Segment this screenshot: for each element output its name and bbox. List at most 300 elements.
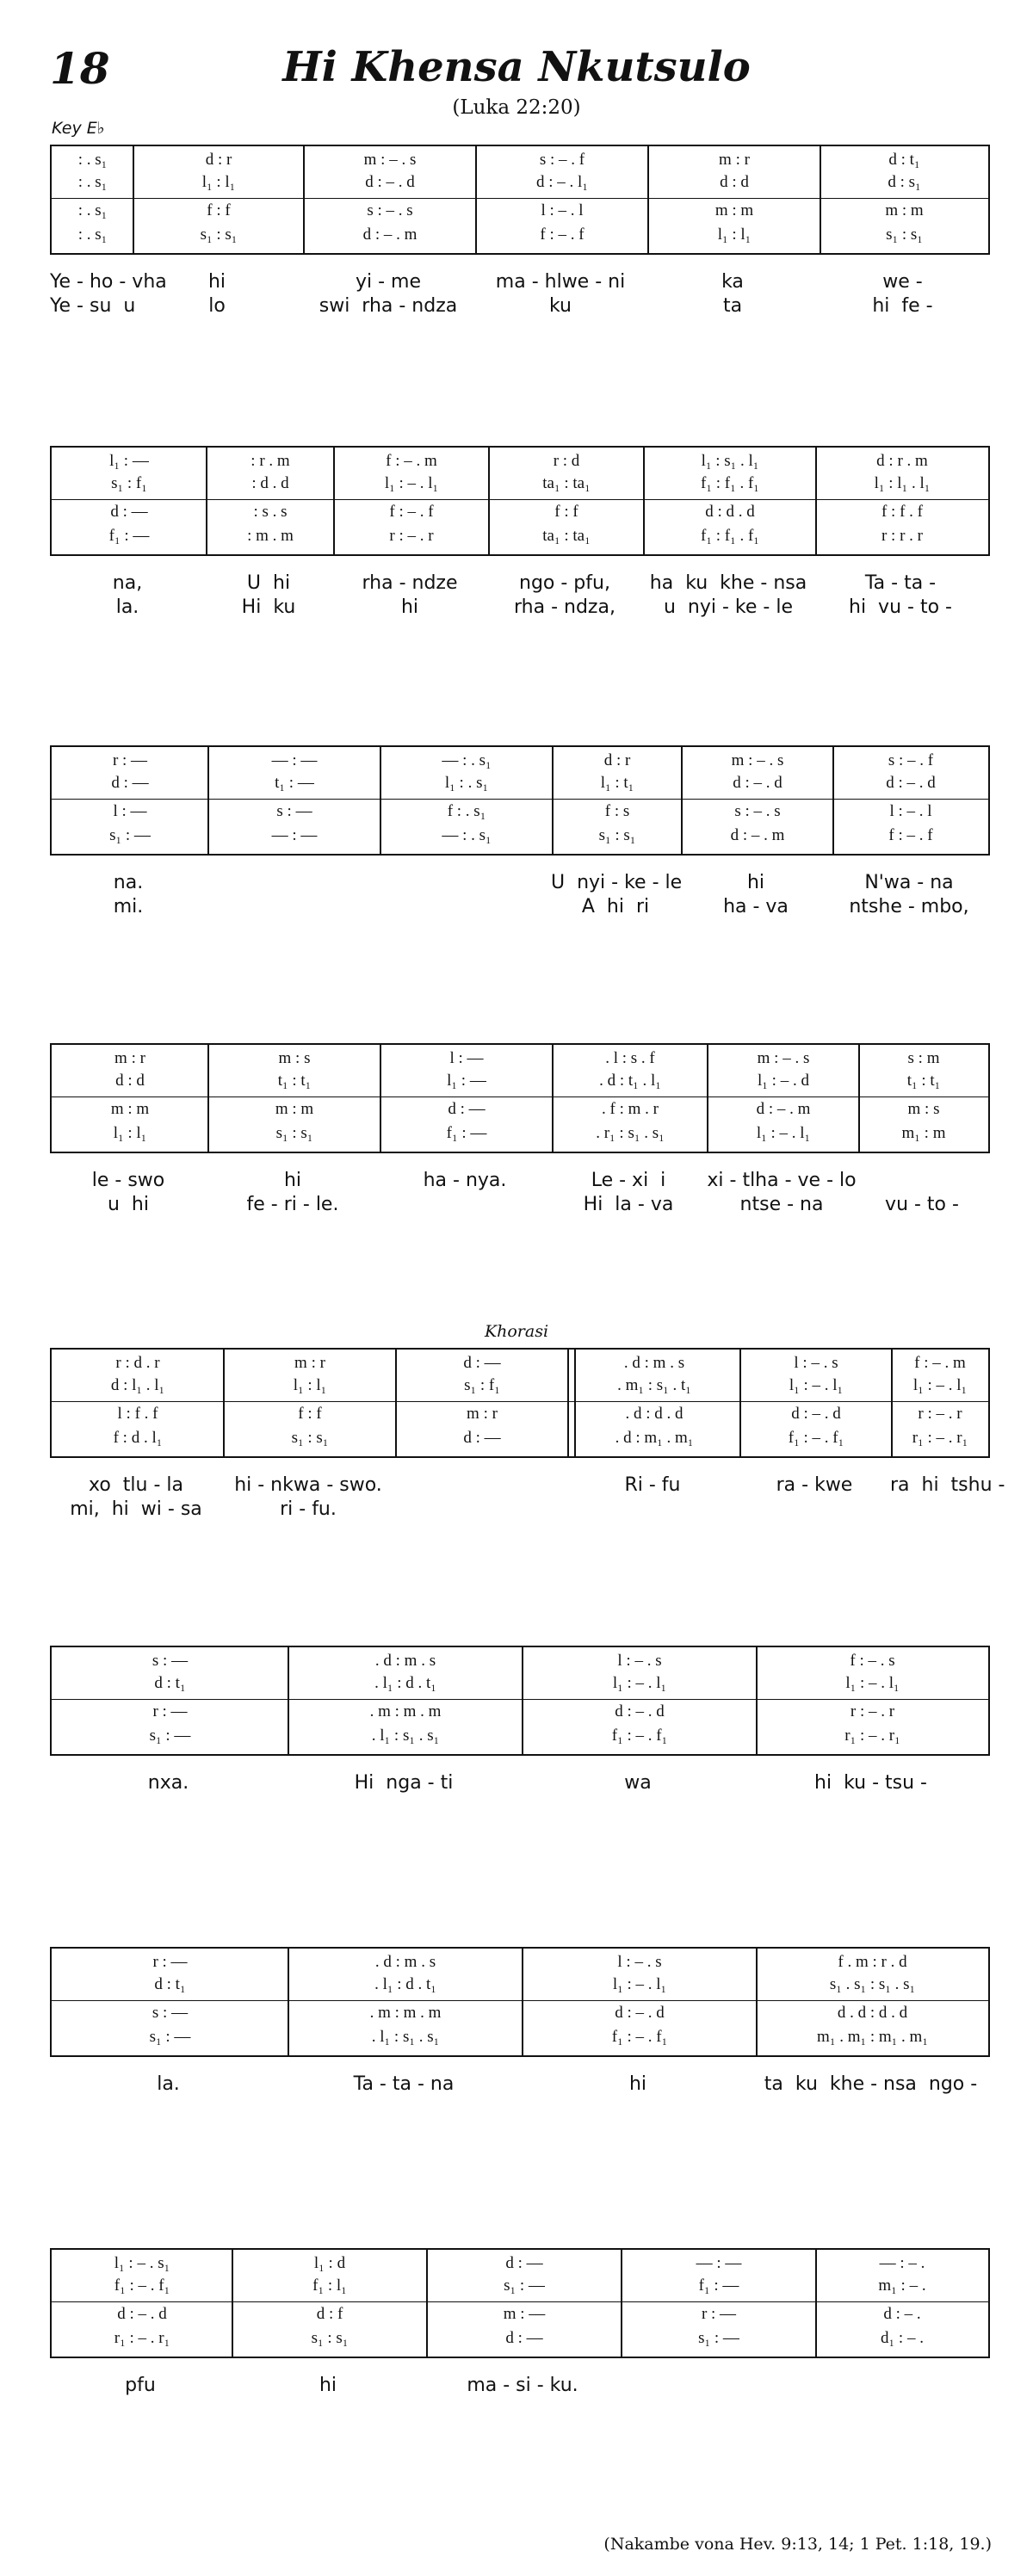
lyric-syllables: yi - me: [355, 271, 422, 293]
staff-divider: [52, 198, 988, 199]
note-cell: d : r: [603, 751, 631, 769]
note-cell: d : —: [448, 1100, 486, 1118]
lyrics: [50, 1473, 1005, 1522]
lyric-syllables: ma - si - ku.: [467, 2375, 578, 2396]
note-cell: m : —: [503, 2305, 546, 2323]
note-cell: f : f: [298, 1405, 322, 1423]
note-cell: m : s: [278, 1049, 311, 1067]
note-cell: . m : m . m: [369, 1702, 442, 1720]
note-cell: d : —: [463, 1429, 501, 1447]
voice-row: [52, 1951, 988, 1975]
voice-row: [52, 2327, 988, 2351]
voice-row: [52, 2303, 988, 2327]
lyric-syllables: hi: [207, 271, 226, 293]
note-cell: s₁ : —: [149, 2028, 191, 2046]
note-cell: f : f: [207, 201, 231, 219]
note-cell: m₁ : m: [901, 1124, 946, 1142]
note-cell: m : r: [294, 1354, 325, 1372]
music-system: [50, 2248, 988, 2398]
voice-row: [52, 525, 988, 549]
note-cell: r : – . r: [918, 1405, 962, 1423]
note-cell: l₁ : – . l₁: [384, 474, 439, 492]
lyric-line: [50, 1193, 987, 1217]
note-cell: m : m: [714, 201, 754, 219]
staff-divider: [52, 2000, 988, 2001]
note-cell: s₁ : s₁: [275, 1124, 313, 1142]
note-cell: l : – . s: [794, 1354, 838, 1372]
lyric-line: [50, 1473, 1005, 1498]
lyric-syllables: [739, 1498, 890, 1522]
voice-row: [52, 2002, 988, 2026]
note-cell: l₁ : d: [313, 2254, 346, 2272]
note-cell: l : – . l: [541, 201, 584, 219]
voice-row: [52, 1122, 988, 1146]
note-cell: d : —: [110, 503, 148, 521]
note-cell: f : s: [604, 802, 630, 820]
note-cell: . l₁ : s₁ . s₁: [371, 2028, 440, 2046]
note-cell: f : – . m: [386, 452, 437, 470]
staff: [50, 1348, 990, 1458]
lyric-syllables: u nyi - ke - le: [664, 596, 793, 618]
note-cell: — : —: [696, 2254, 742, 2272]
note-cell: . l₁ : s₁ . s₁: [371, 1727, 440, 1745]
note-cell: . d : m . s: [374, 1652, 436, 1670]
note-cell: f : – . m: [914, 1354, 966, 1372]
music-system: [50, 745, 988, 919]
staff: [50, 2248, 990, 2358]
lyric-syllables: na.: [113, 872, 144, 893]
note-cell: s₁ : s₁: [598, 826, 636, 844]
voice-row: [52, 450, 988, 474]
note-cell: d : – . d: [615, 2004, 665, 2022]
lyric-syllables: ta ku khe - nsa ngo -: [764, 2073, 978, 2095]
lyric-syllables: Ta - ta - na: [353, 2073, 455, 2095]
voice-row: [52, 149, 988, 173]
note-cell: — : . s₁: [442, 826, 492, 844]
note-cell: l : – . s: [617, 1652, 662, 1670]
note-cell: f₁ : – . f₁: [611, 1727, 668, 1745]
note-cell: l₁ : —: [447, 1072, 486, 1090]
note-cell: f₁ : —: [446, 1124, 487, 1142]
note-cell: — : —: [271, 826, 318, 844]
note-cell: l₁ : . s₁: [444, 774, 489, 792]
staff: [50, 745, 990, 856]
staff: [50, 446, 990, 556]
lyric-syllables: we -: [882, 271, 923, 293]
lyric-syllables: pfu: [125, 2375, 156, 2396]
note-cell: s : —: [152, 2004, 189, 2022]
note-cell: l : —: [449, 1049, 484, 1067]
note-cell: — : . s₁: [442, 751, 492, 769]
note-cell: d : – . d: [791, 1405, 841, 1423]
lyric-syllables: Hi nga - ti: [354, 1772, 454, 1794]
note-cell: s : – . s: [367, 201, 413, 219]
note-cell: : . s₁: [77, 173, 108, 191]
note-cell: d : l₁ . l₁: [110, 1376, 165, 1394]
note-cell: l₁ : – . l₁: [789, 1376, 844, 1394]
lyric-syllables: Le - xi i: [591, 1170, 666, 1191]
note-cell: l₁ : – . l₁: [845, 1674, 900, 1692]
lyric-syllables: hi: [400, 596, 419, 618]
lyric-syllables: xi - tlha - ve - lo: [707, 1170, 857, 1191]
lyric-syllables: fe - ri - le.: [246, 1194, 339, 1215]
note-cell: f : – . s: [850, 1652, 895, 1670]
voice-row: [52, 750, 988, 774]
lyric-syllables: [566, 1498, 739, 1522]
lyric-syllables: hi: [746, 872, 765, 893]
note-cell: . f : m . r: [602, 1100, 659, 1118]
note-cell: : d . d: [251, 474, 289, 492]
note-cell: m : – . s: [363, 151, 417, 169]
staff: [50, 1043, 990, 1153]
lyric-line: [50, 2073, 987, 2097]
note-cell: f . m : r . d: [838, 1953, 907, 1971]
note-cell: d : —: [111, 774, 149, 792]
note-cell: f : d . l₁: [113, 1429, 163, 1447]
scripture-reference: (Luka 22:20): [452, 96, 581, 119]
note-cell: r : – . r: [850, 1702, 895, 1720]
note-cell: ta₁ : ta₁: [542, 474, 591, 492]
note-cell: l : f . f: [117, 1405, 158, 1423]
note-cell: d : r: [205, 151, 232, 169]
lyric-syllables: ha - va: [723, 896, 789, 917]
lyric-syllables: ku: [548, 295, 572, 317]
note-cell: d : r . m: [876, 452, 928, 470]
note-cell: m : – . s: [731, 751, 784, 769]
note-cell: d : —: [505, 2329, 543, 2347]
note-cell: r₁ : – . r₁: [844, 1727, 900, 1745]
note-cell: ta₁ : ta₁: [542, 527, 591, 545]
note-cell: d : – . d: [117, 2305, 167, 2323]
note-cell: d : – . m: [362, 225, 418, 244]
note-cell: m : m: [885, 201, 924, 219]
note-cell: f₁ : —: [698, 2276, 739, 2295]
lyric-syllables: U hi: [246, 572, 291, 594]
note-cell: m : – . s: [757, 1049, 810, 1067]
voice-row: [52, 1070, 988, 1094]
note-cell: d₁ : – .: [881, 2329, 924, 2347]
note-cell: l₁ : l₁ . l₁: [874, 474, 931, 492]
lyrics: [50, 571, 988, 620]
lyric-line: [50, 895, 987, 919]
note-cell: . d : m . s: [623, 1354, 685, 1372]
note-cell: l₁ : – . l₁: [612, 1975, 667, 1993]
note-cell: s : —: [152, 1652, 189, 1670]
note-cell: m : m: [275, 1100, 314, 1118]
note-cell: : s . s: [253, 503, 288, 521]
lyric-syllables: swi rha - ndza: [319, 295, 458, 317]
note-cell: : . s₁: [77, 225, 108, 244]
music-system: [50, 1043, 988, 1217]
lyric-syllables: le - swo: [91, 1170, 165, 1191]
note-cell: d : —: [505, 2254, 543, 2272]
staff-divider: [52, 1096, 988, 1097]
lyric-line: [50, 294, 987, 318]
lyric-syllables: Ye - ho - vha: [50, 271, 167, 293]
music-system: [50, 1646, 988, 1795]
voice-row: [52, 2026, 988, 2050]
note-cell: f : – . f: [389, 503, 434, 521]
lyric-syllables: na,: [112, 572, 143, 594]
lyric-syllables: [207, 895, 379, 919]
music-system: [50, 1947, 988, 2097]
note-cell: m : r: [114, 1049, 145, 1067]
lyric-syllables: [379, 895, 551, 919]
lyric-syllables: rha - ndza,: [514, 596, 615, 618]
lyric-syllables: [379, 1193, 551, 1217]
note-cell: d : – . d: [615, 1702, 665, 1720]
note-cell: d : t₁: [888, 151, 920, 169]
note-cell: . r₁ : s₁ . s₁: [596, 1124, 665, 1142]
voice-row: [52, 224, 988, 248]
voice-row: [52, 1098, 988, 1122]
lyric-syllables: Hi la - va: [583, 1194, 674, 1215]
staff-divider: [52, 799, 988, 800]
note-cell: m₁ : – .: [878, 2276, 926, 2295]
note-cell: f₁ : l₁: [312, 2276, 347, 2295]
note-cell: d : d: [115, 1072, 145, 1090]
note-cell: s₁ : s₁: [886, 225, 923, 244]
staff: [50, 1646, 990, 1756]
note-cell: l : —: [113, 802, 147, 820]
lyric-syllables: [620, 2374, 814, 2398]
lyrics: [50, 270, 988, 318]
voice-row: [52, 772, 988, 796]
note-cell: s₁ : s₁: [311, 2329, 349, 2347]
staff: [50, 1947, 990, 2057]
lyric-line: [50, 1169, 987, 1193]
lyric-line: [50, 270, 987, 294]
note-cell: d : – . l₁: [536, 173, 588, 191]
lyric-syllables: [394, 1473, 566, 1498]
lyric-syllables: nxa.: [147, 1772, 189, 1794]
voice-row: [52, 825, 988, 849]
note-cell: l₁ : l₁: [717, 225, 752, 244]
lyrics: [50, 1771, 988, 1795]
note-cell: d : —: [463, 1354, 501, 1372]
note-cell: l₁ : – . s₁: [114, 2254, 170, 2272]
hymn-number: 18: [50, 43, 110, 94]
voice-row: [52, 2275, 988, 2299]
voice-row: [52, 1650, 988, 1674]
staff: [50, 145, 990, 255]
lyric-syllables: ma - hlwe - ni: [495, 271, 626, 293]
note-cell: l₁ : – . l₁: [612, 1674, 667, 1692]
lyric-line: [50, 1771, 987, 1795]
chorus-label: Khorasi: [484, 1322, 549, 1341]
lyric-syllables: [857, 1169, 987, 1193]
note-cell: f₁ : – . f₁: [611, 2028, 668, 2046]
note-cell: . d : t₁ . l₁: [599, 1072, 661, 1090]
lyric-syllables: u hi: [108, 1194, 149, 1215]
note-cell: f₁ : – . f₁: [114, 2276, 170, 2295]
note-cell: d : s₁: [888, 173, 921, 191]
note-cell: t₁ : —: [275, 774, 314, 792]
lyric-syllables: ka: [721, 271, 744, 293]
note-cell: l : – . s: [617, 1953, 662, 1971]
voice-row: [52, 200, 988, 224]
note-cell: r : d: [553, 452, 580, 470]
voice-row: [52, 800, 988, 825]
lyric-syllables: ta: [722, 295, 743, 317]
note-cell: — : —: [271, 751, 318, 769]
note-cell: l₁ : l₁: [113, 1124, 147, 1142]
note-cell: r : —: [112, 751, 148, 769]
music-system: [50, 1348, 1005, 1522]
lyric-syllables: hi: [628, 2073, 647, 2095]
lyric-syllables: hi ku - tsu -: [814, 1772, 927, 1794]
lyric-syllables: mi, hi wi - sa: [70, 1498, 202, 1520]
note-cell: f : f: [554, 503, 578, 521]
lyric-syllables: U nyi - ke - le: [551, 872, 683, 893]
staff-divider: [52, 499, 988, 500]
voice-row: [52, 1374, 988, 1399]
note-cell: f : . s₁: [447, 802, 486, 820]
lyric-syllables: ri - fu.: [280, 1498, 337, 1520]
lyric-syllables: mi.: [113, 896, 144, 917]
lyric-syllables: [890, 1498, 987, 1522]
voice-row: [52, 1701, 988, 1725]
note-cell: l₁ : – . d: [758, 1072, 809, 1090]
note-cell: l₁ : —: [109, 452, 149, 470]
note-cell: d : – . d: [365, 173, 415, 191]
voice-row: [52, 1047, 988, 1072]
lyric-line: [50, 2374, 987, 2398]
footer-reference: (Nakambe vona Hev. 9:13, 14; 1 Pet. 1:18, 19.): [603, 2535, 992, 2554]
note-cell: r : r . r: [881, 527, 923, 545]
note-cell: l₁ : s₁ . l₁: [701, 452, 759, 470]
lyric-syllables: ha ku khe - nsa: [649, 572, 807, 594]
lyric-syllables: Hi ku: [241, 596, 296, 618]
voice-row: [52, 473, 988, 497]
lyric-syllables: Ye - su u: [50, 295, 136, 317]
note-cell: r : d . r: [115, 1354, 160, 1372]
note-cell: s₁ : f₁: [464, 1376, 500, 1394]
voice-row: [52, 1725, 988, 1749]
note-cell: r₁ : – . r₁: [114, 2329, 170, 2347]
lyric-line: [50, 1498, 987, 1522]
lyrics: [50, 2374, 988, 2398]
lyric-line: [50, 571, 987, 596]
note-cell: : r . m: [251, 452, 290, 470]
note-cell: d : – . d: [733, 774, 782, 792]
note-cell: s₁ : s₁: [200, 225, 238, 244]
note-cell: f₁ : f₁ . f₁: [701, 474, 759, 492]
note-cell: s₁ : —: [698, 2329, 739, 2347]
note-cell: f₁ : f₁ . f₁: [701, 527, 759, 545]
lyric-syllables: rha - ndze: [362, 572, 458, 594]
voice-row: [52, 1403, 988, 1427]
note-cell: d . d : d . d: [837, 2004, 908, 2022]
note-cell: f₁ : —: [108, 527, 150, 545]
lyric-syllables: hi: [319, 2375, 337, 2396]
staff-divider: [52, 2301, 988, 2302]
voice-row: [52, 1352, 988, 1376]
note-cell: . d : d . d: [625, 1405, 684, 1423]
note-cell: : . s₁: [77, 151, 108, 169]
lyrics: [50, 1169, 988, 1217]
lyric-line: [50, 596, 987, 620]
note-cell: d : t₁: [154, 1975, 186, 1993]
note-cell: s : m: [907, 1049, 940, 1067]
note-cell: s₁ : —: [109, 826, 151, 844]
note-cell: m₁ . m₁ : m₁ . m₁: [817, 2028, 928, 2046]
lyric-syllables: [207, 871, 379, 895]
note-cell: s₁ : —: [504, 2276, 545, 2295]
lyric-syllables: hi fe -: [872, 295, 933, 317]
lyric-syllables: [814, 2374, 987, 2398]
lyric-syllables: hi vu - to -: [849, 596, 952, 618]
lyric-syllables: xo tlu - la: [89, 1474, 183, 1496]
note-cell: d : – . m: [730, 826, 785, 844]
lyric-syllables: N'wa - na: [864, 872, 954, 893]
note-cell: m : m: [110, 1100, 150, 1118]
note-cell: s : —: [276, 802, 312, 820]
lyric-syllables: hi - nkwa - swo.: [234, 1474, 382, 1496]
note-cell: r : – . r: [389, 527, 434, 545]
note-cell: f₁ : – . f₁: [788, 1429, 844, 1447]
note-cell: f : f . f: [881, 503, 923, 521]
note-cell: . m₁ : s₁ . t₁: [617, 1376, 691, 1394]
voice-row: [52, 171, 988, 195]
note-cell: t₁ : t₁: [277, 1072, 312, 1090]
note-cell: l₁ : l₁: [201, 173, 236, 191]
note-cell: s : – . f: [888, 751, 934, 769]
note-cell: r : —: [701, 2305, 737, 2323]
lyric-syllables: lo: [208, 295, 226, 317]
note-cell: d : d . d: [705, 503, 755, 521]
note-cell: s₁ : —: [149, 1727, 191, 1745]
note-cell: d : d: [720, 173, 749, 191]
note-cell: l : – . l: [889, 802, 932, 820]
lyric-syllables: [379, 871, 551, 895]
note-cell: s₁ . s₁ : s₁ . s₁: [829, 1975, 916, 1993]
staff-divider: [52, 1401, 988, 1402]
note-cell: s : – . s: [734, 802, 781, 820]
lyrics: [50, 871, 988, 919]
lyric-syllables: Ta - ta -: [864, 572, 937, 594]
lyric-line: [50, 871, 987, 895]
note-cell: f : – . f: [888, 826, 933, 844]
note-cell: t₁ : t₁: [906, 1072, 941, 1090]
note-cell: — : – .: [879, 2254, 925, 2272]
note-cell: s₁ : s₁: [291, 1429, 329, 1447]
note-cell: s : – . f: [539, 151, 585, 169]
note-cell: r : —: [152, 1702, 188, 1720]
note-cell: . d : m . s: [374, 1953, 436, 1971]
lyric-syllables: ngo - pfu,: [519, 572, 610, 594]
note-cell: l₁ : t₁: [600, 774, 634, 792]
voice-row: [52, 1672, 988, 1696]
note-cell: l₁ : – . l₁: [912, 1376, 968, 1394]
note-cell: d : – . d: [886, 774, 936, 792]
note-cell: . l₁ : d . t₁: [374, 1975, 436, 1993]
note-cell: . d : m₁ . m₁: [615, 1429, 694, 1447]
voice-row: [52, 1427, 988, 1451]
voice-row: [52, 1974, 988, 1998]
note-cell: : m . m: [247, 527, 294, 545]
lyric-syllables: wa: [624, 1772, 652, 1794]
voice-row: [52, 2252, 988, 2276]
lyric-syllables: ra - kwe: [776, 1474, 853, 1496]
note-cell: m : s: [907, 1100, 940, 1118]
note-cell: d : f: [316, 2305, 343, 2323]
note-cell: d : – .: [883, 2305, 921, 2323]
staff-divider: [52, 1699, 988, 1700]
note-cell: s₁ : f₁: [111, 474, 147, 492]
voice-row: [52, 501, 988, 525]
lyric-syllables: ntse - na: [739, 1194, 824, 1215]
